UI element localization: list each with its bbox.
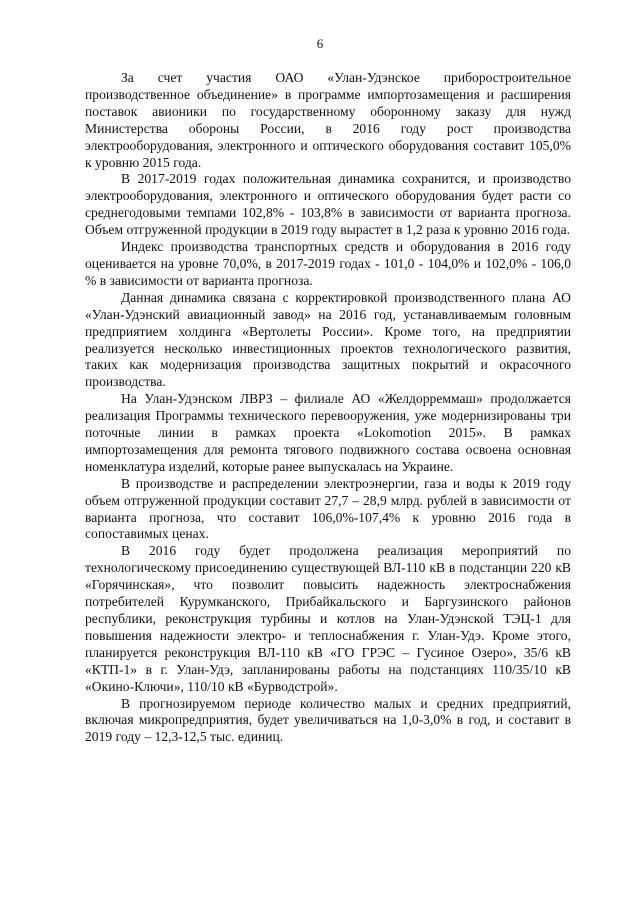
paragraph: На Улан-Удэнском ЛВРЗ – филиале АО «Желдорреммаш» продолжается реализация Программы технического перевооружения, уже модернизированы три поточные линии в рамках проекта «Lokomotion 2015». В рамках импортозамещения для ремонта тягового подвижного состава освоена основная номенклатура изделий, которые ранее выпускалась на Украине. (85, 391, 571, 474)
page-number: 6 (316, 36, 324, 51)
paragraph: В 2017-2019 годах положительная динамика сохранится, и производство электрооборудования, электронного и оптического оборудования будет расти со среднегодовыми темпами 102,8% - 103,8% в зависимости от варианта прогноза. Объем отгруженной продукции в 2019 году вырастет в 1,2 раза к уровню 2016 года. (85, 171, 571, 238)
paragraph: В производстве и распределении электроэнергии, газа и воды к 2019 году объем отгруженной продукции составит 27,7 – 28,9 млрд. рублей в зависимости от варианта прогноза, что составит 106,0%-107,4% к уровню 2016 года в сопоставимых ценах. (85, 475, 571, 542)
document-body (85, 70, 571, 746)
paragraph: В 2016 году будет продолжена реализация мероприятий по технологическому присоединению существующей ВЛ-110 кВ в подстанции 220 кВ «Горячинская», что позволит повысить надежность электроснабжения потребителей Курумканского, Прибайкальского и Баргузинского районов республики, реконструкция турбины и котлов на Улан-Удэнской ТЭЦ-1 для повышения надежности электро- и теплоснабжения г. Улан-Удэ. Кроме этого, планируется реконструкция ВЛ-110 кВ «ГО ГРЭС – Гусиное Озеро», 35/6 кВ «КТП-1» в г. Улан-Удэ, запланированы работы на подстанциях 110/35/10 кВ «Окино-Ключи», 110/10 кВ «Бурводстрой». (85, 543, 571, 694)
paragraph: За счет участия ОАО «Улан-Удэнское приборостроительное производственное объединение» в программе импортозамещения и расширения поставок авионики по государственному оборонному заказу для нужд Министерства обороны России, в 2016 году рост производства электрооборудования, электронного и оптического оборудования составит 105,0% к уровню 2015 года. (85, 70, 571, 170)
paragraph: В прогнозируемом периоде количество малых и средних предприятий, включая микропредприятия, будет увеличиваться на 1,0-3,0% в год, и составит в 2019 году – 12,3-12,5 тыс. единиц. (85, 695, 571, 745)
paragraph: Индекс производства транспортных средств и оборудования в 2016 году оценивается на уровне 70,0%, в 2017-2019 годах - 101,0 - 104,0% и 102,0% - 106,0 % в зависимости от варианта прогноза. (85, 239, 571, 288)
paragraph: Данная динамика связана с корректировкой производственного плана АО «Улан-Удэнский авиационный завод» на 2016 год, устанавливаемым головным предприятием холдинга «Вертолеты России». Кроме того, на предприятии реализуется несколько инвестиционных проектов технологического развития, таких как модернизация производства защитных покрытий и окрасочного производства. (85, 289, 571, 390)
